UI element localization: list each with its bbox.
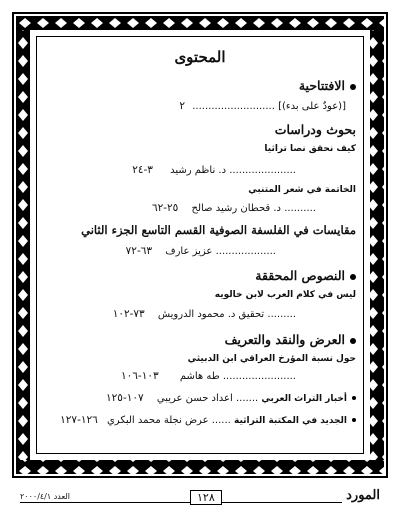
- entry-review: [44, 354, 356, 364]
- dot-leader: .......: [235, 393, 259, 404]
- entry-title: [(عودٌ على بدء)]: [278, 101, 346, 112]
- dot-leader: .......................: [222, 371, 296, 382]
- entry-opening: [46, 100, 346, 112]
- section-opening: [44, 78, 356, 93]
- entry-title: حول نسبة المؤرخ العراقي ابن الدبيثي: [187, 354, 356, 364]
- section-texts: [44, 268, 356, 283]
- entry-title: الخاتمة في شعر المتنبي: [248, 185, 356, 195]
- page-number: ٢: [179, 100, 186, 112]
- entry-news: [44, 392, 356, 404]
- section-studies: [44, 122, 356, 137]
- bullet-icon: [352, 418, 356, 422]
- page-range: ١٢٦-١٢٧: [60, 414, 98, 426]
- entry-title: أخبار التراث العربي: [261, 394, 347, 404]
- page-footer: [20, 488, 380, 516]
- dot-leader: ......: [211, 415, 231, 426]
- section-review: [44, 332, 356, 347]
- author: د. قحطان رشيد صالح: [191, 203, 282, 214]
- page-range: ١٠٣-١٠٦: [121, 370, 159, 382]
- entry-texts-author: [44, 308, 296, 320]
- bullet-icon: [350, 84, 356, 90]
- author: تحقيق د. محمود الدرويش: [157, 309, 265, 320]
- journal-logo: المورد: [342, 488, 380, 503]
- dot-leader: .........: [267, 309, 296, 320]
- entry-review-author: [44, 370, 296, 382]
- author: طه هاشم: [179, 371, 220, 382]
- entry-title: ليس في كلام العرب لابن خالويه: [214, 290, 356, 300]
- entry-new-library: [44, 414, 356, 426]
- page-range: ٣-٢٤: [132, 164, 153, 176]
- dot-leader: ...................: [215, 246, 276, 257]
- section-label: مقايسات في الفلسفة الصوفية القسم التاسع الجزء الثاني: [81, 223, 356, 237]
- entry-studies-2-author: [44, 202, 316, 214]
- entry-studies-1: [44, 144, 356, 154]
- page-range: ١٠٧-١٢٥: [106, 392, 144, 404]
- bullet-icon: [350, 274, 356, 280]
- entry-studies-2: [44, 185, 356, 195]
- author: عزيز عارف: [165, 246, 213, 257]
- page-range: ٧٣-١٠٢: [112, 308, 145, 320]
- page-title: المحتوى: [174, 48, 226, 66]
- section-label: بحوث ودراسات: [274, 122, 356, 137]
- author: اعداد حسن عريبي: [156, 393, 233, 404]
- page-number-box: ١٢٨: [190, 490, 222, 505]
- entry-title: كيف نحقق نصا تراثيا: [264, 144, 356, 154]
- author: عرض نجلة محمد البكري: [106, 415, 209, 426]
- dot-leader: ..........................: [192, 101, 275, 112]
- dot-leader: .....................: [229, 165, 296, 176]
- bullet-icon: [350, 338, 356, 344]
- section-comparisons: [44, 223, 356, 237]
- entry-studies-1-author: [44, 164, 296, 176]
- bullet-icon: [352, 396, 356, 400]
- page-range: ٢٥-٦٢: [151, 202, 179, 214]
- section-label: العرض والنقد والتعريف: [224, 332, 345, 347]
- page-range: ٦٣-٧٢: [125, 245, 153, 257]
- entry-comparisons-author: [44, 245, 276, 257]
- author: د. ناظم رشيد: [170, 165, 227, 176]
- issue-label: العدد ٢٠٠٠/٤/١: [20, 492, 74, 501]
- dot-leader: ..........: [284, 203, 316, 214]
- entry-title: الجديد في المكتبة التراثية: [234, 416, 347, 426]
- section-label: الافتتاحية: [298, 78, 345, 93]
- section-label: النصوص المحققة: [255, 268, 345, 283]
- table-of-contents: [44, 42, 356, 448]
- entry-texts: [44, 290, 356, 300]
